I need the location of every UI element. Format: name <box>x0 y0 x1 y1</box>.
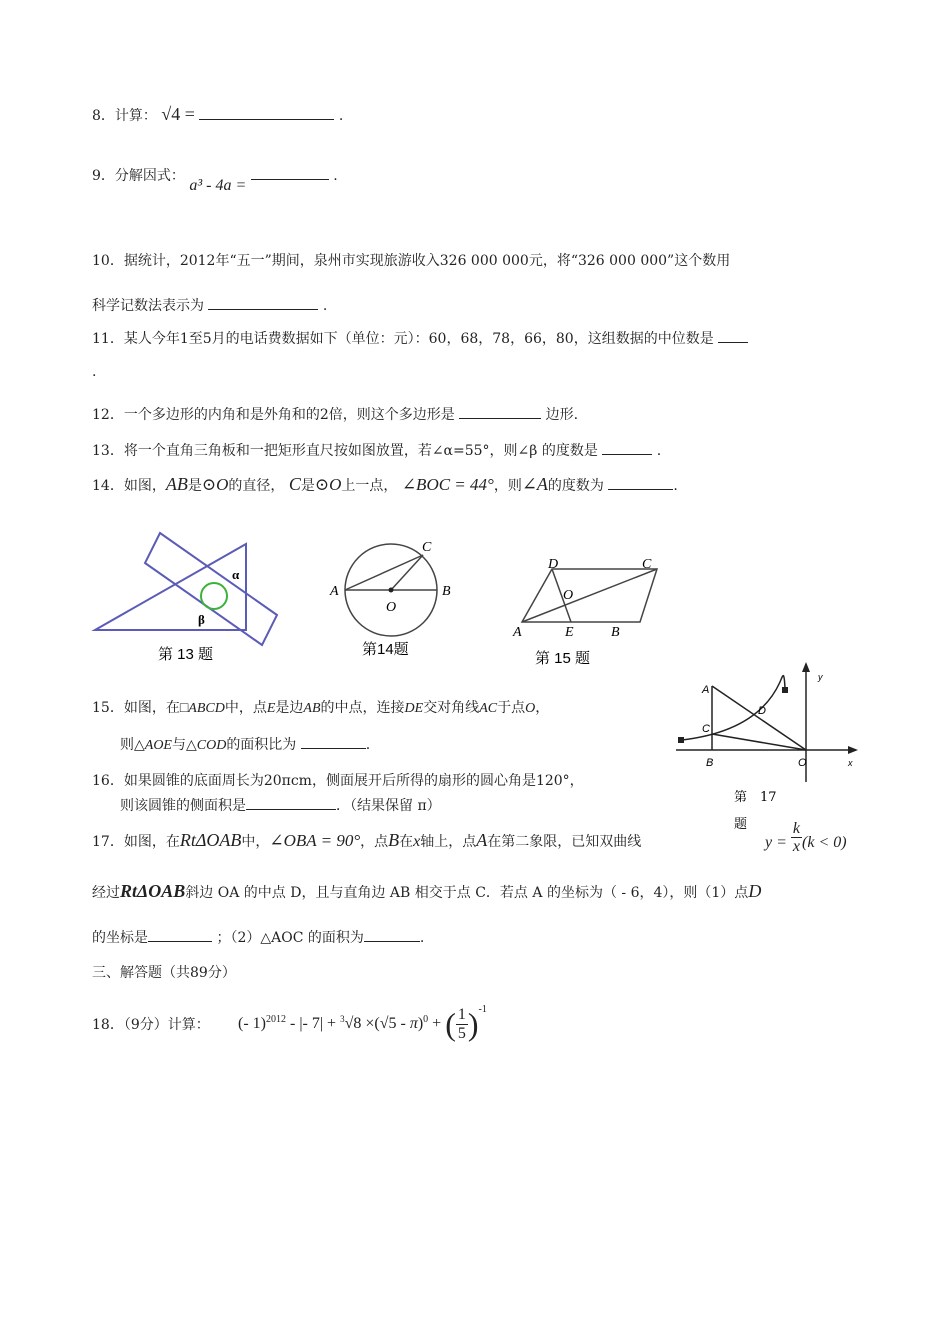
question-13: 13．将一个直角三角板和一把矩形直尺按如图放置，若∠α=55°，则∠β 的度数是 . <box>92 443 662 459</box>
question-14: 14．如图，AB是⊙O的直径， C是⊙O上一点， ∠BOC = 44°，则∠A的度数为 . <box>92 474 678 494</box>
figure-13 <box>90 528 290 668</box>
q8-expression: √4 = <box>161 104 195 124</box>
figure-15 <box>505 552 665 670</box>
question-17-line1: 17．如图，在RtΔOAB中，∠OBA = 90°，点B在x轴上，点A在第二象限，已知双曲线 <box>92 830 642 850</box>
svg-text:E: E <box>565 625 574 640</box>
question-10-line2: 科学记数法表示为 . <box>92 298 328 314</box>
figure-17-caption-2: 题 <box>734 817 748 832</box>
svg-text:D: D <box>548 557 559 572</box>
q11-answer-blank[interactable] <box>718 342 748 343</box>
segment-oc <box>712 734 806 750</box>
beta-label: β <box>198 612 205 627</box>
q12-answer-blank[interactable] <box>459 418 541 419</box>
q15-answer-blank[interactable] <box>301 748 366 749</box>
triangle-hole-circle <box>201 583 227 609</box>
radius-oc <box>391 555 423 590</box>
question-18: 18．（9分）计算： <box>92 1017 210 1033</box>
figure-14-caption: 第14题 <box>362 641 409 658</box>
svg-text:D: D <box>758 705 766 717</box>
svg-text:C: C <box>642 557 652 572</box>
q17-fraction: $\frac{k}{x}$ <box>792 820 801 855</box>
segment-oa <box>712 686 806 750</box>
svg-text:B: B <box>611 625 620 640</box>
figure-13-caption: 第 13 题 <box>158 646 214 663</box>
svg-text:y: y <box>818 672 823 682</box>
q17-answer-blank-1[interactable] <box>148 941 212 942</box>
q9-expression: a³ - 4a = <box>189 177 247 194</box>
figure-17-caption-1: 第 17 <box>734 790 777 805</box>
alpha-label: α <box>232 567 240 582</box>
svg-text:C: C <box>422 540 432 555</box>
q8-answer-blank[interactable] <box>199 119 334 120</box>
rectangular-ruler <box>145 533 277 645</box>
figure-15-caption: 第 15 题 <box>535 650 591 667</box>
question-17-line2: 经过RtΔOAB斜边 OA 的中点 D，且与直角边 AB 相交于点 C．若点 A 的坐标为（ - 6，4），则（1）点D <box>92 881 762 901</box>
question-16-line1: 16．如果圆锥的底面周长为20πcm，侧面展开后所得的扇形的圆心角是120°， <box>92 773 584 789</box>
question-17-line3: 的坐标是 ；（2）△AOC 的面积为 . <box>92 930 425 946</box>
svg-text:O: O <box>386 600 397 615</box>
q17-hyperbola-formula: y = $\frac{k}{x}$ (k < 0) <box>765 820 847 855</box>
question-11: 11．某人今年1至5月的电话费数据如下（单位：元）：60，68，78，66，80，这组数据的中位数是 <box>92 328 748 348</box>
q17-answer-blank-2[interactable] <box>364 941 420 942</box>
svg-text:O: O <box>798 757 807 769</box>
y-axis-arrow <box>802 662 810 672</box>
svg-text:B: B <box>442 584 451 599</box>
curve-end-left <box>678 737 684 743</box>
q18-expression: (- 1)$^{2012}$ - |- 7| + $^3$√8 ×(√5 - π)$^0$ + ( $\frac{1}{5}$ )$^{-1}$ <box>238 1003 487 1042</box>
q10-answer-blank[interactable] <box>208 309 318 310</box>
curve-end-top <box>782 687 788 693</box>
svg-text:x: x <box>848 758 853 768</box>
question-9: 9．分解因式： a³ - 4a = . <box>92 168 338 194</box>
question-10-line1: 10．据统计，2012年“五一”期间，泉州市实现旅游收入326 000 000元，将“326 000 000”这个数用 <box>92 253 731 269</box>
center-point <box>389 588 394 593</box>
hyperbola-curve <box>682 676 785 740</box>
section-3-title: 三、解答题（共89分） <box>92 965 236 981</box>
svg-text:O: O <box>563 588 574 603</box>
q9-answer-blank[interactable] <box>251 179 329 180</box>
x-axis-arrow <box>848 746 858 754</box>
figure-14 <box>324 533 464 663</box>
question-8: 8．计算： √4 = . <box>92 104 344 124</box>
question-15-line1: 15．如图，在□ABCD中，点E是边AB的中点，连接DE交对角线AC于点O， <box>92 700 550 716</box>
question-15-line2: 则△AOE与△COD的面积比为 . <box>120 737 371 753</box>
diagonal-ac <box>522 569 657 622</box>
question-12: 12．一个多边形的内角和是外角和的2倍，则这个多边形是 边形. <box>92 407 579 423</box>
svg-text:A: A <box>702 684 710 696</box>
svg-text:A: A <box>330 584 339 599</box>
q13-answer-blank[interactable] <box>602 454 652 455</box>
q14-answer-blank[interactable] <box>608 489 673 490</box>
svg-text:C: C <box>702 723 710 735</box>
figure-17 <box>676 660 866 832</box>
svg-text:A: A <box>513 625 522 640</box>
q16-answer-blank[interactable] <box>246 809 336 810</box>
question-16-line2: 则该圆锥的侧面积是 ．（结果保留 π） <box>120 798 441 814</box>
svg-text:B: B <box>706 757 714 769</box>
